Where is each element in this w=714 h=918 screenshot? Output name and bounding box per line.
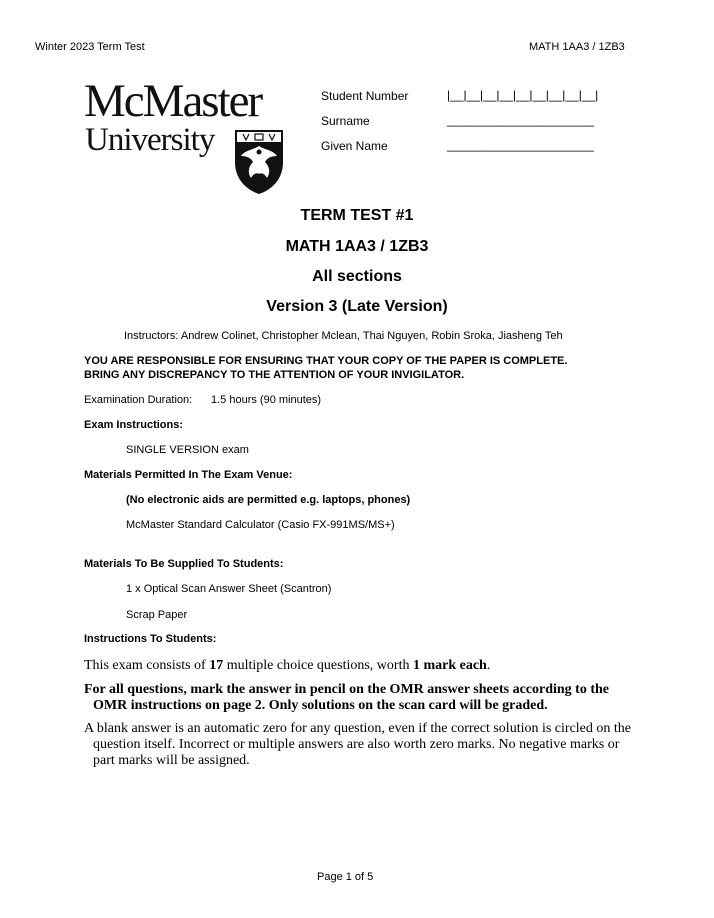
- surname-label: Surname: [321, 114, 370, 128]
- given-name-field[interactable]: ______________________: [447, 138, 594, 152]
- duration-label: Examination Duration:: [84, 394, 193, 406]
- surname-field[interactable]: ______________________: [447, 113, 594, 127]
- warning-line-2: BRING ANY DISCREPANCY TO THE ATTENTION OF YOUR INVIGILATOR.: [84, 369, 465, 381]
- title-course: MATH 1AA3 / 1ZB3: [285, 238, 429, 255]
- title-term-test: TERM TEST #1: [300, 207, 414, 224]
- instructors-line: Instructors: Andrew Colinet, Christopher Mclean, Thai Nguyen, Robin Sroka, Jiasheng Teh: [124, 330, 563, 342]
- p1-question-count: 17: [209, 658, 224, 673]
- materials-permitted-heading: Materials Permitted In The Exam Venue:: [84, 469, 293, 481]
- instructions-heading: Instructions To Students:: [84, 633, 217, 645]
- p1-text-a: This exam consists of: [84, 658, 210, 673]
- warning-line-1: YOU ARE RESPONSIBLE FOR ENSURING THAT YOUR COPY OF THE PAPER IS COMPLETE.: [84, 355, 568, 367]
- p1-text-c: multiple choice questions, worth: [223, 658, 413, 673]
- student-number-label: Student Number: [321, 89, 409, 103]
- instructions-paragraph-3: A blank answer is an automatic zero for any question, even if the correct solution is circled on the question itself. Incorrect or multiple answers are also worth zero marks. No negative marks or part marks will be assigned.: [84, 721, 631, 768]
- logo-wordmark-line2: University: [85, 122, 215, 158]
- materials-permitted-note: (No electronic aids are permitted e.g. laptops, phones): [126, 494, 411, 506]
- duration-value: 1.5 hours (90 minutes): [211, 394, 322, 406]
- instructions-paragraph-2: For all questions, mark the answer in pencil on the OMR answer sheets according to the OMR instructions on page 2. Only solutions on the scan card will be graded.: [84, 682, 609, 713]
- header-left: Winter 2023 Term Test: [35, 41, 145, 53]
- header-right: MATH 1AA3 / 1ZB3: [529, 41, 625, 53]
- p1-text-e: .: [486, 658, 491, 673]
- logo-wordmark-line1: McMaster: [84, 75, 262, 127]
- given-name-label: Given Name: [321, 139, 388, 153]
- exam-instructions-item: SINGLE VERSION exam: [126, 444, 249, 456]
- mcmaster-logo: [84, 75, 294, 196]
- materials-supplied-item-1: 1 x Optical Scan Answer Sheet (Scantron): [126, 583, 332, 595]
- materials-supplied-heading: Materials To Be Supplied To Students:: [84, 558, 284, 570]
- materials-supplied-item-2: Scrap Paper: [126, 609, 188, 621]
- title-sections: All sections: [312, 268, 402, 285]
- university-crest-icon: [233, 128, 285, 196]
- student-number-field[interactable]: |__|__|__|__|__|__|__|__|__|: [447, 88, 599, 102]
- exam-instructions-heading: Exam Instructions:: [84, 419, 184, 431]
- page-footer: Page 1 of 5: [317, 871, 374, 883]
- instructions-paragraph-1: [84, 658, 644, 674]
- materials-permitted-item: McMaster Standard Calculator (Casio FX-991MS/MS+): [126, 519, 395, 531]
- title-version: Version 3 (Late Version): [266, 298, 448, 315]
- p1-marks: 1 mark each: [412, 658, 487, 673]
